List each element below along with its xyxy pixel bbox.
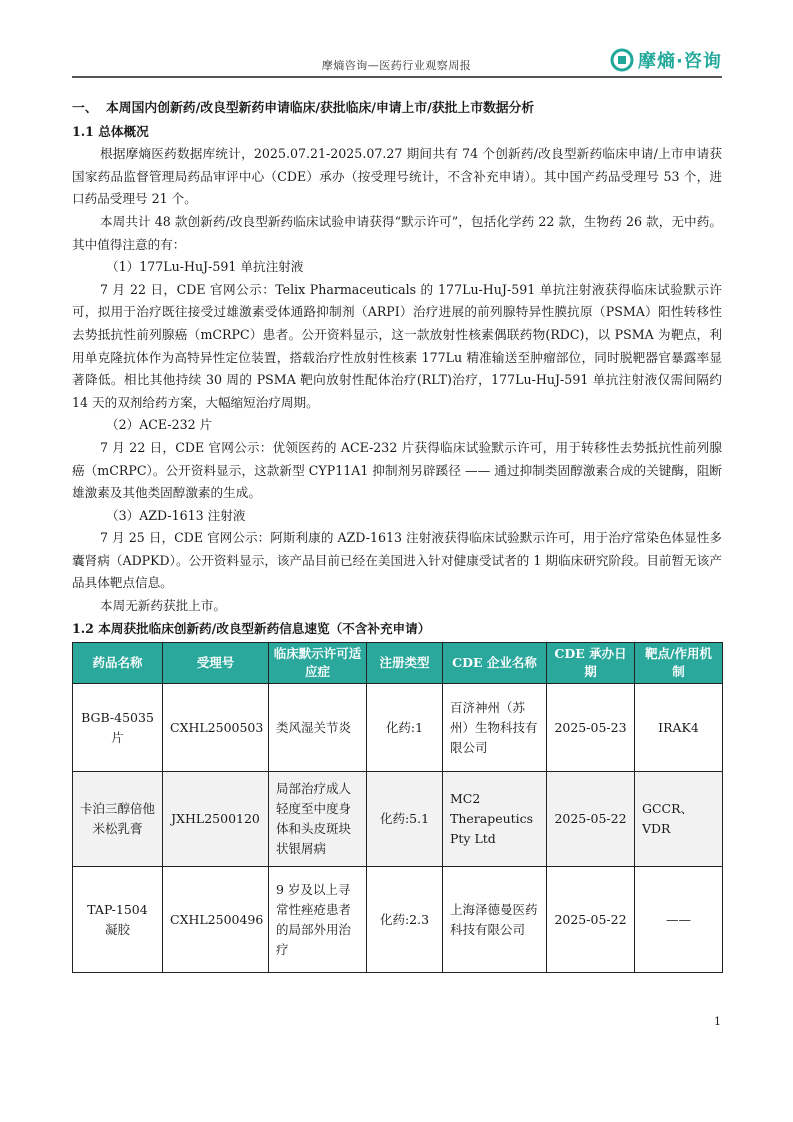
item-2-text: 7 月 22 日，CDE 官网公示：优领医药的 ACE-232 片获得临床试验默示许可，用于转移性去势抵抗性前列腺癌（mCRPC）。公开资料显示，这款新型 CYP11A1 抑制剂另辟蹊径 —— 通过抑制类固醇激素合成的关键酶，阻断雄激素及其他类固醇激素的生成。 xyxy=(72,439,722,501)
section-title: 本周国内创新药/改良型新药申请临床/获批临床/申请上市/获批上市数据分析 xyxy=(106,101,535,116)
cell-company: 上海泽德曼医药科技有限公司 xyxy=(443,867,547,973)
cell-accept-no: CXHL2500496 xyxy=(163,867,269,973)
item-1-text: 7 月 22 日，CDE 官网公示：Telix Pharmaceuticals 的 177Lu-HuJ-591 单抗注射液获得临床试验默示许可，拟用于治疗既往接受过雄激素受体通路抑制剂（ARPI）治疗进展的前列腺特异性膜抗原（PSMA）阳性转移性去势抵抗性前列腺癌（mCRPC）患者。公开资料显示，这一款放射性核素偶联药物(RDC)，以 PSMA 为靶点，利用单克隆抗体作为高特异性定位装置，搭载治疗性放射性核素 177Lu 精准输送至肿瘤部位，同时脱靶器官暴露率显著降低。相比其他持续 30 周的 PSMA 靶向放射性配体治疗(RLT)治疗，177Lu-HuJ-591 单抗注射液仅需间隔约 14 天的双剂给药方案，大幅缩短治疗周期。 xyxy=(72,281,722,410)
header-divider xyxy=(72,76,722,78)
approvals-table xyxy=(72,642,723,973)
table-row xyxy=(73,867,723,973)
cell-indication: 类风湿关节炎 xyxy=(269,684,367,772)
table-row xyxy=(73,684,723,772)
col-header-accept-no: 受理号 xyxy=(163,643,269,684)
col-header-drug-name: 药品名称 xyxy=(73,643,163,684)
table-header-row xyxy=(73,643,723,684)
item-3-text: 7 月 25 日，CDE 官网公示：阿斯利康的 AZD-1613 注射液获得临床试验默示许可，用于治疗常染色体显性多囊肾病（ADPKD）。公开资料显示，该产品目前已经在美国进入针对健康受试者的 1 期临床研究阶段。目前暂无该产品具体靶点信息。 xyxy=(72,530,722,591)
overview-paragraph-1: 根据摩熵医药数据库统计，2025.07.21-2025.07.27 期间共有 74 个创新药/改良型新药临床申请/上市申请获国家药品监督管理局药品审评中心（CDE）承办（按受理号统计，不含补充申请）。其中国产药品受理号 53 个，进口药品受理号 21 个。 xyxy=(72,146,722,207)
report-body xyxy=(72,96,722,973)
col-header-company: CDE 企业名称 xyxy=(443,643,547,684)
header-title: 摩熵咨询—医药行业观察周报 xyxy=(321,59,472,72)
section-number: 一、 xyxy=(72,101,98,116)
cell-date: 2025-05-22 xyxy=(547,867,635,973)
cell-reg-type: 化药:2.3 xyxy=(367,867,443,973)
col-header-reg-type: 注册类型 xyxy=(367,643,443,684)
overview-paragraph-2: 本周共计 48 款创新药/改良型新药临床试验申请获得“默示许可”，包括化学药 22 款，生物药 26 款，无中药。其中值得注意的有： xyxy=(72,213,722,252)
col-header-indication: 临床默示许可适应症 xyxy=(269,643,367,684)
col-header-target: 靶点/作用机制 xyxy=(635,643,723,684)
cell-drug-name: TAP-1504 凝胶 xyxy=(73,867,163,973)
brand-logo xyxy=(610,45,722,75)
page-number: 1 xyxy=(714,1015,721,1028)
cell-accept-no: CXHL2500503 xyxy=(163,684,269,772)
overview-heading: 1.1 总体概况 xyxy=(72,123,149,139)
overview-closing: 本周无新药获批上市。 xyxy=(100,598,226,614)
cell-accept-no: JXHL2500120 xyxy=(163,772,269,867)
cell-target: —— xyxy=(635,867,723,973)
item-3-title: （3）AZD-1613 注射液 xyxy=(106,507,246,523)
item-2-title: （2）ACE-232 片 xyxy=(106,417,213,433)
section-heading xyxy=(72,98,722,121)
cell-date: 2025-05-22 xyxy=(547,772,635,867)
cell-indication: 9 岁及以上寻常性痤疮患者的局部外用治疗 xyxy=(269,867,367,973)
logo-icon xyxy=(610,48,634,72)
cell-target: IRAK4 xyxy=(635,684,723,772)
cell-company: MC2 Therapeutics Pty Ltd xyxy=(443,772,547,867)
logo-text: 摩熵·咨询 xyxy=(638,51,722,72)
cell-date: 2025-05-23 xyxy=(547,684,635,772)
cell-reg-type: 化药:5.1 xyxy=(367,772,443,867)
cell-drug-name: 卡泊三醇倍他米松乳膏 xyxy=(73,772,163,867)
col-header-date: CDE 承办日期 xyxy=(547,643,635,684)
item-1-title: （1）177Lu-HuJ-591 单抗注射液 xyxy=(106,259,304,275)
cell-drug-name: BGB-45035 片 xyxy=(73,684,163,772)
cell-indication: 局部治疗成人轻度至中度身体和头皮斑块状银屑病 xyxy=(269,772,367,867)
cell-reg-type: 化药:1 xyxy=(367,684,443,772)
table-row xyxy=(73,772,723,867)
cell-target: GCCR、VDR xyxy=(635,772,723,867)
cell-company: 百济神州（苏州）生物科技有限公司 xyxy=(443,684,547,772)
table-heading: 1.2 本周获批临床创新药/改良型新药信息速览（不含补充申请） xyxy=(72,620,431,636)
